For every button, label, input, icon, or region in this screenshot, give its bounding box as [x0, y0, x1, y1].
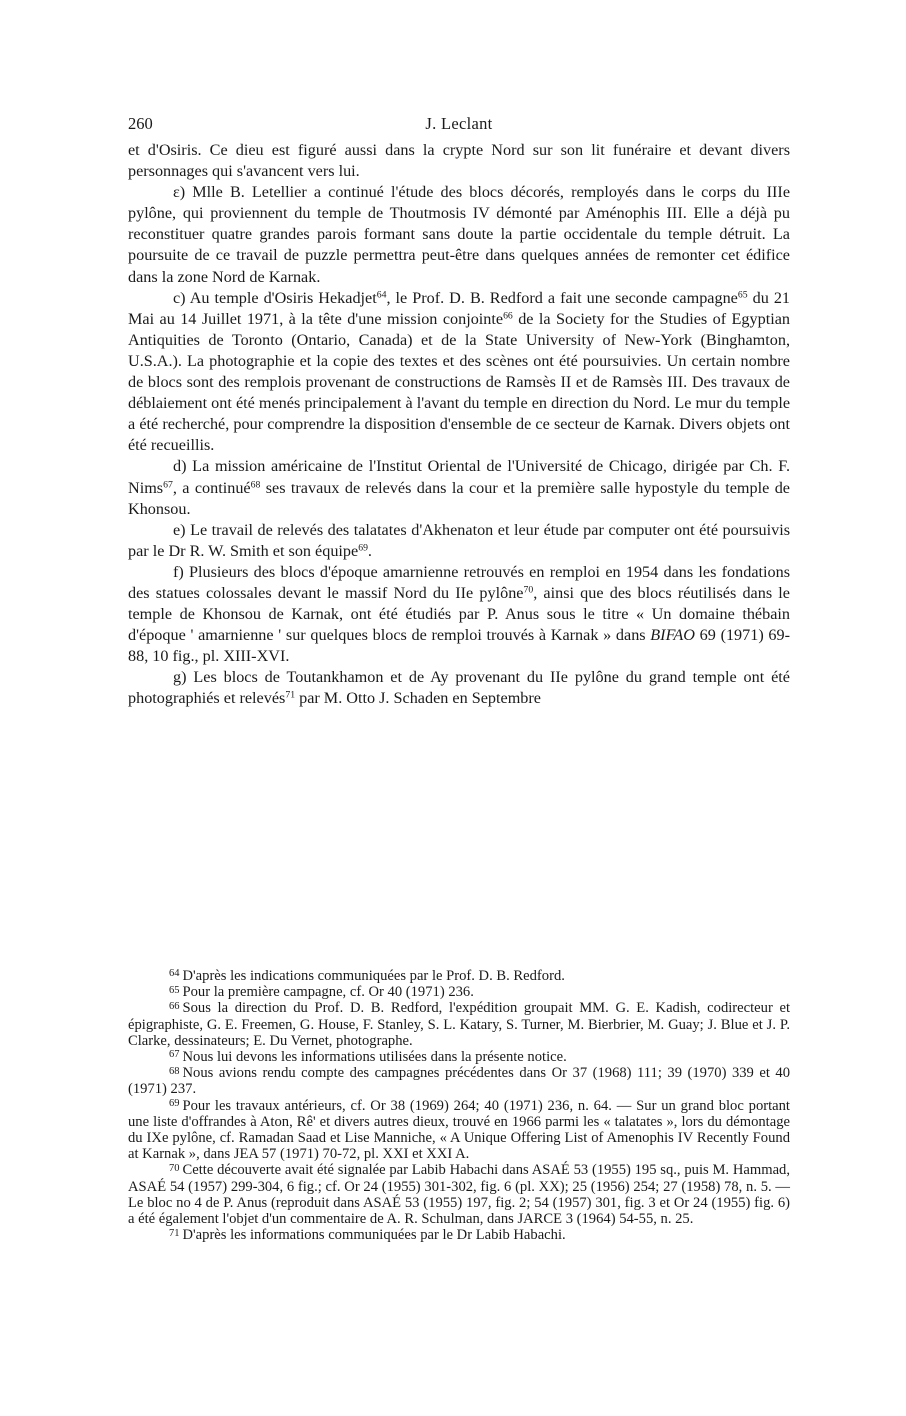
footnote-ref-66: 66 — [503, 310, 513, 322]
footnote-ref-65: 65 — [737, 289, 748, 301]
paragraph-2: ε) Mlle B. Letellier a continué l'étude des blocs décorés, remployés dans le corps du IIIe pylône, qui proviennent du temple de Thoutmosis IV démonté par Aménophis III. Elle a déjà pu reconstituer quatre grandes parois formant sans doute la partie occidentale du temple détruit. La poursuite de ce travail de puzzle permettra peut-être dans quelques années de remonter cet édifice dans la zone Nord de Karnak. — [128, 183, 790, 286]
paragraph-4: d) La mission américaine de l'Institut Oriental de l'Université de Chicago, dirigée par Ch. F. Nims$^{67}$, a continué$^{68}$ ses travaux de relevés dans la cour et la première salle hypostyle du temple de Khonsou. — [128, 457, 790, 518]
paragraph-6: f) Plusieurs des blocs d'époque amarnienne retrouvés en remploi en 1954 dans les fondations des statues colossales devant le massif Nord du IIe pylône$^{70}$, ainsi que des blocs réutilisés dans le temple de Khonsou de Karnak, ont été étudiés par P. Anus sous le titre « Un domaine thébain d'époque ' amarnienne ' sur quelques blocs de remploi trouvés à Karnak » dans BIFAO 69 (1971) 69-88, 10 fig., pl. XIII-XVI. — [128, 562, 790, 666]
footnote-ref-70: 70 — [523, 584, 534, 596]
footnote-64: $^{64}$ D'après les indications communiquées par le Prof. D. B. Redford. — [169, 968, 565, 984]
page-number: 260 — [128, 114, 153, 133]
footnote-68: $^{68}$ Nous avions rendu compte des campagnes précédentes dans Or 37 (1968) 111; 39 (1970) 339 et 40 (1971) 237. — [128, 1065, 790, 1098]
running-head — [128, 110, 790, 140]
footnote-ref-67: 67 — [163, 479, 173, 491]
paragraph-7: g) Les blocs de Toutankhamon et de Ay provenant du IIe pylône du grand temple ont été photographiés et relevés$^{71}$ par M. Otto J. Schaden en Septembre — [128, 668, 790, 708]
footnote-71: $^{71}$ D'après les informations communiquées par le Dr Labib Habachi. — [169, 1227, 566, 1244]
footnote-65: $^{65}$ Pour la première campagne, cf. Or 40 (1971) 236. — [169, 984, 474, 1001]
footnote-ref-64: 64 — [376, 289, 387, 301]
footnote-ref-69: 69 — [358, 542, 368, 554]
footnote-70: $^{70}$ Cette découverte avait été signalée par Labib Habachi dans ASAÉ 53 (1955) 195 sq., puis M. Hammad, ASAÉ 54 (1957) 299-304, 6 fig.; cf. Or 24 (1955) 301-302, fig. 6 (pl. XX); 25 (1956) 254; 27 (1958) 78, n. 5. — Le bloc no 4 de P. Anus (reproduit dans ASAÉ 53 (1955) 197, fig. 2; 54 (1957) 301, fig. 3 et Or 24 (1955) fig. 6) a été également l'objet d'un commentaire de A. R. Schulman, dans JARCE 3 (1964) 54-55, n. 25. — [128, 1162, 790, 1228]
footnotes — [128, 968, 790, 1243]
journal-bifao: BIFAO — [650, 626, 695, 645]
footnote-69: $^{69}$ Pour les travaux antérieurs, cf. Or 38 (1969) 264; 40 (1971) 236, n. 64. — Sur un grand bloc portant une liste d'offrandes à Aton, Rê' et divers autres dieux, trouvé en 1966 parmi les « talatates », lors du démontage du IXe pylône, cf. Ramadan Saad et Lise Manniche, « A Unique Offering List of Amenophis IV Recently Found at Karnak », dans JEA 57 (1971) 70-72, pl. XXI et XXI A. — [128, 1097, 790, 1163]
body-text — [128, 140, 790, 710]
footnote-66: $^{66}$ Sous la direction du Prof. D. B. Redford, l'expédition groupait MM. G. E. Kadish, codirecteur et épigraphiste, G. E. Freemen, G. House, F. Stanley, S. L. Katary, S. Turner, M. Bierbrier, M. Guay; J. Blue et J. P. Clarke, dessinateurs; E. Du Vernet, photographe. — [128, 1000, 790, 1049]
paragraph-1: et d'Osiris. Ce dieu est figuré aussi dans la crypte Nord sur son lit funéraire et devant divers personnages qui s'avancent vers lui. — [128, 141, 790, 181]
footnote-67: $^{67}$ Nous lui devons les informations utilisées dans la présente notice. — [169, 1049, 567, 1066]
running-title: J. Leclant — [425, 114, 493, 133]
paragraph-5: e) Le travail de relevés des talatates d'Akhenaton et leur étude par computer ont été poursuivis par le Dr R. W. Smith et son équipe$^{69}$. — [128, 520, 790, 560]
footnote-ref-68: 68 — [250, 479, 261, 491]
footnote-ref-71: 71 — [285, 690, 296, 702]
paragraph-3: c) Au temple d'Osiris Hekadjet$^{64}$, le Prof. D. B. Redford a fait une seconde campagne$^{65}$ du 21 Mai au 14 Juillet 1971, à la tête d'une mission conjointe$^{66}$ de la Society for the Studies of Egyptian Antiquities de Toronto (Ontario, Canada) et de la State University of New-York (Binghamton, U.S.A.). La photographie et la copie des textes et des scènes ont été poursuivies. Un certain nombre de blocs sont des remplois provenant de constructions de Ramsès II et de Ramsès III. Des travaux de déblaiement ont été menés principalement à l'avant du temple en direction du Nord. Le mur du temple a été recherché, pour comprendre la disposition d'ensemble de ce secteur de Karnak. Divers objets ont été recueillis. — [128, 288, 791, 455]
page — [128, 110, 791, 1244]
